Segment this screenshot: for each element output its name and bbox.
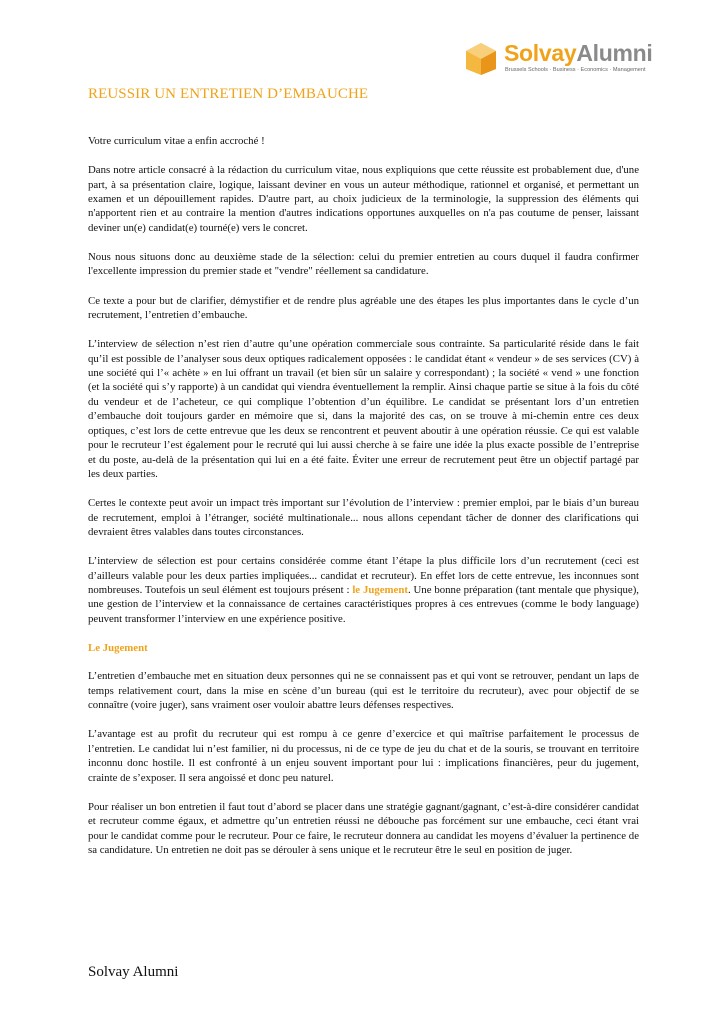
paragraph: Pour réaliser un bon entretien il faut tout d’abord se placer dans une stratégie gagnant/gagnant, c’est-à-dire considérer candidat et recruteur comme égaux, et admettre qu’un entretien réussi ne débouche pas forcément sur une embauche, ceci étant vrai pour le candidat comme pour le recruteur. Pour ce faire, le recruteur donnera au candidat les moyens d’évaluer la pertinence de sa candidature. Un entretien ne doit pas se dérouler à sens unique et le recruteur être le seul en position de juger. bbox=[88, 800, 639, 857]
paragraph: Ce texte a pour but de clarifier, démystifier et de rendre plus agréable une des étapes les plus importantes dans le cycle d’un recrutement, l’entretien d’embauche. bbox=[88, 294, 639, 322]
section-heading: Le Jugement bbox=[88, 641, 148, 654]
footer-text: Solvay Alumni bbox=[88, 964, 179, 980]
paragraph: L’interview de sélection n’est rien d’autre qu’une opération commerciale sous contrainte. Sa particularité réside dans le fait qu’il est possible de l’analyser sous deux optiques radicalement opposées : le candidat étant « vendeur » de ses services (CV) à une société qui l’« achète » en lui offrant un travail (et bien sûr un salaire y correspondant) ; la société « vend » une fonction (et la société qui s’y rapporte) à un candidat qui viendra éventuellement la remplir. Ainsi chaque partie se situe à la fois du côté du vendeur et de l’acheteur, ce qui complique l’obtention d’un équilibre. Le candidat se présentant lors d’un entretien d’embauche doit toujours garder en mémoire que si, dans la majorité des cas, on se trouve à mi-chemin entre ces deux optiques, c’est lors de cette entrevue que les deux se rencontrent et peuvent aboutir à une opération réussie. Ce qui est valable pour le recruteur l’est également pour le recruté qui lui aussi cherche à se faire une idée la plus exacte possible de l’entreprise et du poste, au-delà de la présentation qui lui en a été faite. Éviter une erreur de recrutement peut être un objectif partagé par les deux parties. bbox=[88, 338, 639, 480]
paragraph: Nous nous situons donc au deuxième stade de la sélection: celui du premier entretien au cours duquel il faudra confirmer l'excellente impression du premier stade et "vendre" réellement sa candidature. bbox=[88, 251, 639, 278]
paragraph: Votre curriculum vitae a enfin accroché ! bbox=[88, 135, 265, 147]
logo-wordmark: SolvayAlumni bbox=[504, 40, 653, 66]
article-body bbox=[88, 134, 639, 872]
highlight-le-jugement: le Jugement bbox=[352, 583, 408, 596]
paragraph: L’avantage est au profit du recruteur qui est rompu à ce genre d’exercice et qui maîtrise parfaitement le processus de l’entretien. Le candidat lui n’est familier, ni du processus, ni de ce type de jeu du chat et de la souris, se trouvant en territoire inconnu donc hostile. Il est confronté à un enjeu souvent important pour lui : implications financières, peur du jugement, crainte de s’exposer. Il sera angoissé et donc peu naturel. bbox=[88, 728, 639, 784]
paragraph: Dans notre article consacré à la rédaction du curriculum vitae, nous expliquions que cette réussite est probablement due, d'une part, à sa présentation claire, logique, laissant deviner en vous un auteur méthodique, rationnel et organisé, et permettant un examen et un dépouillement rapides. D'autre part, au choix judicieux de la terminologie, la suppression des éléments qui n'apportent rien et au contraire la mention d'autres indications opportunes auxquelles on n'a pas coutume de penser, laissant deviner un(e) candidat(e) tourné(e) vers le concret. bbox=[88, 164, 639, 234]
paragraph-judgement: L’interview de sélection est pour certains considérée comme étant l’étape la plus difficile lors d’un recrutement (ceci est d’ailleurs valable pour les deux parties impliquées... candidat et recruteur). En effet lors de cette entrevue, les inconnues sont nombreuses. Toutefois un seul élément est toujours présent : le Jugement. Une bonne préparation (tant mentale que physique), une gestion de l’interview et la connaissance de certaines caractéristiques propres à ces entrevues (comme le body language) peuvent transformer l’interview en une expérience positive. bbox=[88, 555, 639, 625]
solvay-logo-icon bbox=[464, 42, 498, 76]
page-title: REUSSIR UN ENTRETIEN D’EMBAUCHE bbox=[88, 86, 369, 102]
paragraph: Certes le contexte peut avoir un impact très important sur l’évolution de l’interview : premier emploi, par le biais d’un bureau de recrutement, emploi à l’étranger, société multinationale... nous allons cependant tâcher de donner des clarifications qui devraient êtres valables dans toutes circonstances. bbox=[88, 497, 639, 538]
paragraph: L’entretien d’embauche met en situation deux personnes qui ne se connaissent pas et qui vont se retrouver, pendant un laps de temps relativement court, dans la mise en scène d’un bureau (qui est le territoire du recruteur), avec pour objectif de se connaître (voire juger), sans vraiment oser vouloir abattre leurs défenses respectives. bbox=[88, 670, 639, 712]
solvay-alumni-logo bbox=[464, 40, 653, 80]
logo-tagline: Brussels Schools · Business · Economics · Management bbox=[505, 67, 646, 73]
